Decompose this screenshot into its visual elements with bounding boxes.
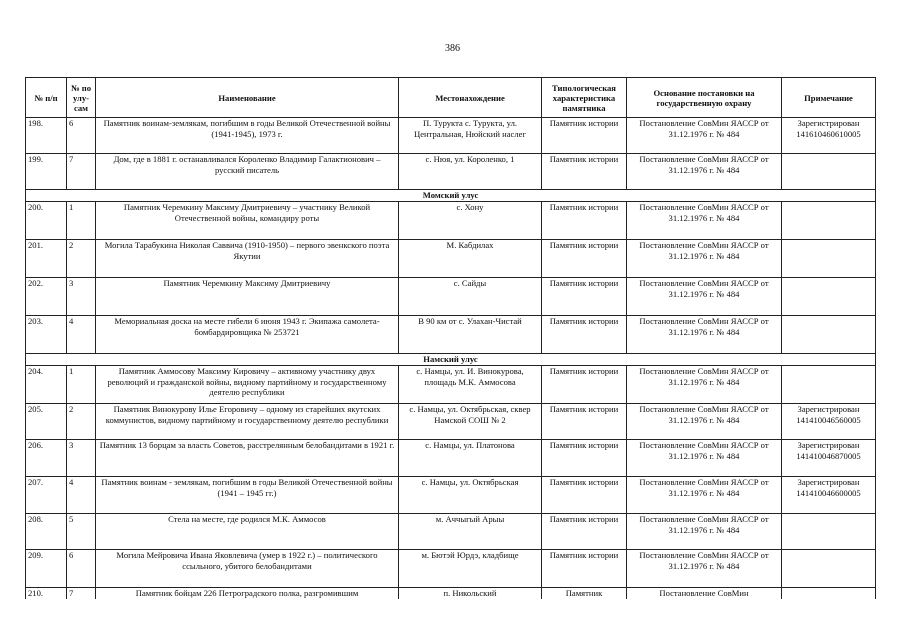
- cell-note: Зарегистрирован 141610460610005: [782, 118, 876, 154]
- cell-location: с. Намцы, ул. Октябрьская: [399, 477, 542, 514]
- col-header-type: Типологическая характеристика памятника: [542, 78, 627, 118]
- cell-note: [782, 366, 876, 404]
- cell-basis: Постановление СовМин ЯАССР от 31.12.1976 г. № 484: [627, 404, 782, 440]
- cell-location: с. Намцы, ул. И. Винокурова, площадь М.К. Аммосова: [399, 366, 542, 404]
- cell-type: Памятник истории: [542, 154, 627, 190]
- section-row-momsky: [26, 190, 876, 202]
- cell-basis: Постановление СовМин ЯАССР от 31.12.1976 г. № 484: [627, 440, 782, 477]
- cell-basis: Постановление СовМин: [627, 588, 782, 599]
- cell-number: 202.: [26, 278, 67, 316]
- cell-type: Памятник истории: [542, 202, 627, 240]
- cell-local-number: 7: [67, 588, 96, 599]
- cell-note: Зарегистрирован 141410046600005: [782, 477, 876, 514]
- col-header-basis: Основание постановки на государственную охрану: [627, 78, 782, 118]
- cell-local-number: 3: [67, 278, 96, 316]
- cell-local-number: 5: [67, 514, 96, 550]
- cell-type: Памятник истории: [542, 366, 627, 404]
- cell-location: с. Хону: [399, 202, 542, 240]
- cell-basis: Постановление СовМин ЯАССР от 31.12.1976 г. № 484: [627, 514, 782, 550]
- cell-number: 198.: [26, 118, 67, 154]
- cell-local-number: 6: [67, 118, 96, 154]
- cell-name: Мемориальная доска на месте гибели 6 июня 1943 г. Экипажа самолета-бомбардировщика № 253721: [96, 316, 399, 354]
- table-row: [26, 202, 876, 240]
- table-row: [26, 240, 876, 278]
- cell-location: М. Кабдилах: [399, 240, 542, 278]
- cell-type: Памятник истории: [542, 514, 627, 550]
- cell-note: [782, 240, 876, 278]
- table-row: [26, 278, 876, 316]
- cell-note: Зарегистрирован 141410046560005: [782, 404, 876, 440]
- cell-basis: Постановление СовМин ЯАССР от 31.12.1976 г. № 484: [627, 202, 782, 240]
- cell-type: Памятник истории: [542, 440, 627, 477]
- cell-name: Памятник бойцам 226 Петроградского полка, разгромившим: [96, 588, 399, 599]
- cell-name: Памятник Винокурову Илье Егоровичу – одному из старейших якутских коммунистов, видному партийному и государственному деятелю республики: [96, 404, 399, 440]
- cell-type: Памятник истории: [542, 278, 627, 316]
- cell-number: 210.: [26, 588, 67, 599]
- col-header-number: № п/п: [26, 78, 67, 118]
- cell-location: м. Бютэй Юрдэ, кладбище: [399, 550, 542, 588]
- cell-note: [782, 202, 876, 240]
- cell-number: 200.: [26, 202, 67, 240]
- page-number: 386: [445, 43, 460, 54]
- cell-number: 207.: [26, 477, 67, 514]
- cell-number: 208.: [26, 514, 67, 550]
- cell-number: 204.: [26, 366, 67, 404]
- cell-name: Стела на месте, где родился М.К. Аммосов: [96, 514, 399, 550]
- table-row: [26, 154, 876, 190]
- table-row: [26, 366, 876, 404]
- table-row: [26, 316, 876, 354]
- cell-location: п. Никольский: [399, 588, 542, 599]
- cell-type: Памятник истории: [542, 240, 627, 278]
- table-header-row: [26, 78, 876, 118]
- cell-location: м. Аччыгый Арыы: [399, 514, 542, 550]
- cell-basis: Постановление СовМин ЯАССР от 31.12.1976 г. № 484: [627, 366, 782, 404]
- table-row: [26, 514, 876, 550]
- cell-basis: Постановление СовМин ЯАССР от 31.12.1976 г. № 484: [627, 240, 782, 278]
- cell-name: Могила Тарабукина Николая Саввича (1910-1950) – первого эвенкского поэта Якутии: [96, 240, 399, 278]
- cell-local-number: 4: [67, 477, 96, 514]
- cell-location: П. Турукта с. Турукта, ул. Центральная, Нюйский наслег: [399, 118, 542, 154]
- cell-note: [782, 588, 876, 599]
- cell-location: В 90 км от с. Улахан-Чистай: [399, 316, 542, 354]
- cell-basis: Постановление СовМин ЯАССР от 31.12.1976 г. № 484: [627, 278, 782, 316]
- col-header-local-number: № по улу-сам: [67, 78, 96, 118]
- cell-number: 205.: [26, 404, 67, 440]
- table-row: [26, 404, 876, 440]
- cell-number: 201.: [26, 240, 67, 278]
- table-row: [26, 477, 876, 514]
- cell-name: Памятник Черемкину Максиму Дмитриевичу: [96, 278, 399, 316]
- cell-type: Памятник истории: [542, 118, 627, 154]
- table-row: [26, 440, 876, 477]
- cell-name: Памятник 13 борцам за власть Советов, расстрелянным белобандитами в 1921 г.: [96, 440, 399, 477]
- cell-note: [782, 154, 876, 190]
- cell-note: [782, 550, 876, 588]
- cell-type: Памятник истории: [542, 404, 627, 440]
- cell-name: Памятник Аммосову Максиму Кировичу – активному участнику двух революций и гражданской войны, видному партийному и государственному деятелю республики: [96, 366, 399, 404]
- cell-basis: Постановление СовМин ЯАССР от 31.12.1976 г. № 484: [627, 550, 782, 588]
- cell-local-number: 2: [67, 240, 96, 278]
- cell-basis: Постановление СовМин ЯАССР от 31.12.1976 г. № 484: [627, 316, 782, 354]
- cell-local-number: 1: [67, 366, 96, 404]
- cell-local-number: 1: [67, 202, 96, 240]
- col-header-name: Наименование: [96, 78, 399, 118]
- cell-local-number: 4: [67, 316, 96, 354]
- cell-local-number: 7: [67, 154, 96, 190]
- cell-name: Памятник Черемкину Максиму Дмитриевичу – участнику Великой Отечественной войны, командиру роты: [96, 202, 399, 240]
- cell-name: Дом, где в 1881 г. останавливался Короленко Владимир Галактионович – русский писатель: [96, 154, 399, 190]
- cell-location: с. Нюя, ул. Короленко, 1: [399, 154, 542, 190]
- cell-local-number: 2: [67, 404, 96, 440]
- table-row: [26, 588, 876, 599]
- section-row-namsky: [26, 354, 876, 366]
- section-title: Момский улус: [26, 190, 876, 202]
- cell-basis: Постановление СовМин ЯАССР от 31.12.1976 г. № 484: [627, 118, 782, 154]
- cell-location: с. Намцы, ул. Октябрьская, сквер Намской СОШ № 2: [399, 404, 542, 440]
- cell-location: с. Намцы, ул. Платонова: [399, 440, 542, 477]
- table-row: [26, 118, 876, 154]
- cell-number: 203.: [26, 316, 67, 354]
- cell-type: Памятник истории: [542, 477, 627, 514]
- cell-name: Могила Мейровича Ивана Яковлевича (умер в 1922 г.) – политического ссыльного, убитого белобандитами: [96, 550, 399, 588]
- cell-number: 206.: [26, 440, 67, 477]
- cell-basis: Постановление СовМин ЯАССР от 31.12.1976 г. № 484: [627, 154, 782, 190]
- cell-type: Памятник истории: [542, 550, 627, 588]
- table-row: [26, 550, 876, 588]
- cell-note: [782, 514, 876, 550]
- cell-number: 199.: [26, 154, 67, 190]
- monuments-table: [25, 77, 876, 599]
- cell-note: [782, 278, 876, 316]
- cell-basis: Постановление СовМин ЯАССР от 31.12.1976 г. № 484: [627, 477, 782, 514]
- cell-number: 209.: [26, 550, 67, 588]
- cell-name: Памятник воинам - землякам, погибшим в годы Великой Отечественной войны (1941 – 1945 гг.): [96, 477, 399, 514]
- col-header-location: Местонахождение: [399, 78, 542, 118]
- section-title: Намский улус: [26, 354, 876, 366]
- cell-note: [782, 316, 876, 354]
- cell-note: Зарегистрирован 141410046870005: [782, 440, 876, 477]
- cell-type: Памятник: [542, 588, 627, 599]
- col-header-note: Примечание: [782, 78, 876, 118]
- cell-local-number: 6: [67, 550, 96, 588]
- cell-type: Памятник истории: [542, 316, 627, 354]
- cell-location: с. Сайды: [399, 278, 542, 316]
- cell-local-number: 3: [67, 440, 96, 477]
- cell-name: Памятник воинам-землякам, погибшим в годы Великой Отечественной войны (1941-1945), 1973 г.: [96, 118, 399, 154]
